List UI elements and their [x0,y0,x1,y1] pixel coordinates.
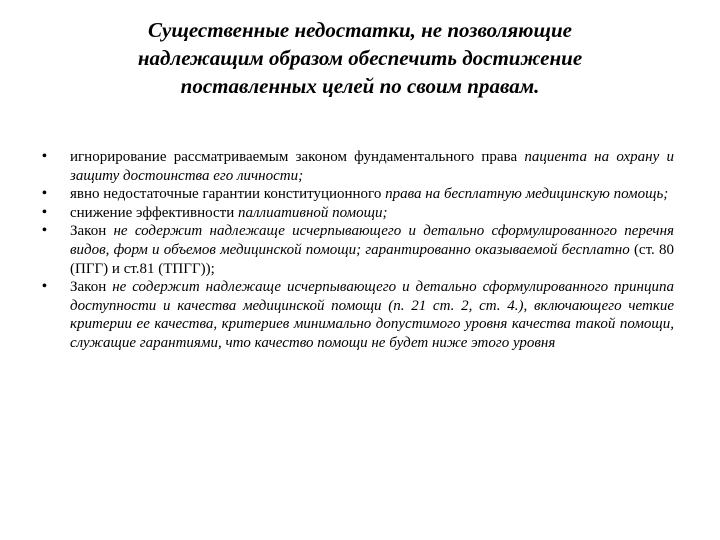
bullet-text: не содержит надлежаще исчерпывающего и детально сформулированного принципа доступности и качества медицинской помощи (п. 21 ст. 2, ст. 4.), включающего четкие критерии ее качества, критериев минимально допустимого уровня качества такой помощи, служащие гарантиями, что качество помощи не будет ниже этого уровня [70,279,674,351]
bullet-item [42,278,674,352]
bullet-marker: • [42,149,47,164]
title-line-1: Существенные недостатки, не позволяющие [148,18,572,42]
bullet-text: (ст. 80 (ПГГ) и ст.81 (ТПГГ)); [70,241,674,277]
slide-title [60,16,660,100]
bullet-item [42,148,674,185]
title-line-2: надлежащим образом обеспечить достижение [137,46,583,70]
bullet-text: явно недостаточные гарантии конституционного [70,186,386,203]
bullet-marker: • [42,279,47,295]
bullet-list [42,148,674,353]
bullet-text: Закон [70,223,114,240]
bullet-item [42,222,674,278]
title-line-3: поставленных целей по своим правам. [180,74,540,98]
bullet-text: пациента на охрану и защиту достоинства его личности; [70,149,674,184]
bullet-marker: • [42,204,47,220]
bullet-text: не содержит надлежаще исчерпывающего и детально сформулированного перечня видов, форм и объемов медицинской помощи; гарантированно оказываемой бесплатно [70,223,674,258]
bullet-text: снижение эффективности [70,204,239,221]
bullet-text: игнорирование рассматриваемым законом фундаментального права [70,149,525,165]
bullet-text: Закон [70,279,113,296]
bullet-marker: • [42,186,47,202]
bullet-item [42,185,674,204]
bullet-text: права на бесплатную медицинскую помощь; [385,186,669,203]
bullet-item [42,204,674,223]
bullet-marker: • [42,223,47,239]
bullet-text: паллиативной помощи; [238,204,388,221]
